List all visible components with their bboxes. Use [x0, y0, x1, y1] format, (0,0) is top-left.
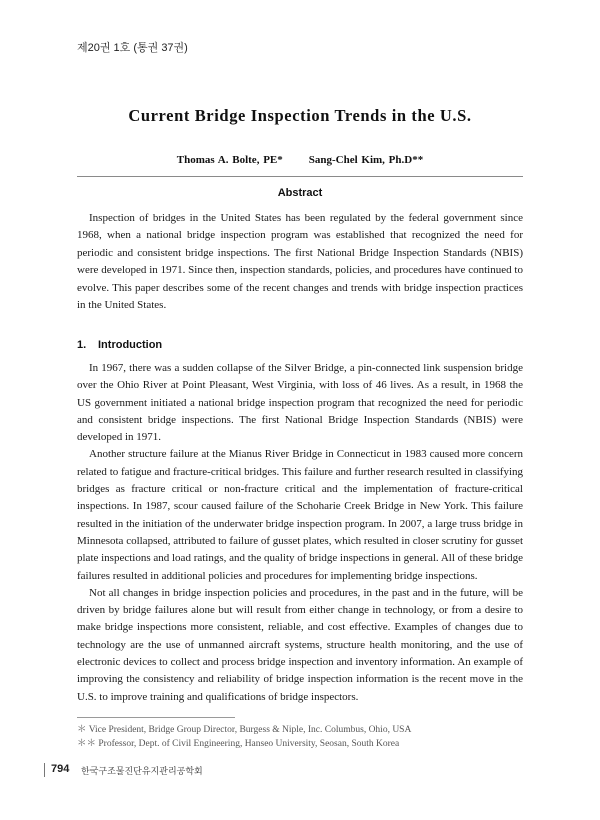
- paper-title: Current Bridge Inspection Trends in the U.S.: [128, 106, 472, 125]
- footnote-1: ＊ Vice President, Bridge Group Director, Burgess & Niple, Inc. Columbus, Ohio, USA: [77, 725, 412, 735]
- section-number: 1.: [77, 339, 87, 351]
- abstract-heading: Abstract: [277, 187, 323, 199]
- author-1: Thomas A. Bolte, PE*: [176, 154, 283, 166]
- section-title: Introduction: [98, 339, 163, 351]
- journal-name: 한국구조물진단유지관리공학회: [81, 766, 203, 776]
- intro-paragraph-2: Another structure failure at the Mianus River Bridge in Connecticut in 1983 caused more concern related to fatigue and fracture-critical bridges. This failure and further research resulted in classifying bridges as fracture critical or non-fracture critical and the implementation of fracture-critical inspections. In 1987, scour caused failure of the Schoharie Creek Bridge in New York. This failure resulted in the initiation of the underwater bridge inspection program. In 2007, a large truss bridge in Minnesota collapsed, attributed to failure of gusset plates, which resulted in closer scrutiny for gusset plate inspections and load ratings, and the quality of bridge inspections in general. All of these bridge failures resulted in additional policies and procedures for implementing bridge inspections.: [77, 448, 523, 582]
- author-2: Sang-Chel Kim, Ph.D**: [308, 154, 424, 166]
- page-number-bar: [44, 763, 45, 777]
- footnote-divider: [77, 717, 235, 718]
- author-line: [0, 154, 600, 166]
- intro-paragraph-1: In 1967, there was a sudden collapse of the Silver Bridge, a pin-connected link suspension bridge over the Ohio River at Point Pleasant, West Virginia, with loss of 46 lives. As a result, in 1968 the US government initiated a national bridge inspection program that recognized the need for periodic and consistent bridge inspections. The first National Bridge Inspection Standards (NBIS) were developed in 1971.: [77, 362, 523, 444]
- title-divider: [77, 176, 523, 177]
- abstract-text: Inspection of bridges in the United States has been regulated by the federal government since 1968, when a national bridge inspection program was established that recognized the need for periodic and consistent bridge inspections. The first National Bridge Inspection Standards (NBIS) were developed in 1971. Since then, inspection standards, policies, and procedures have continued to evolve. This paper describes some of the recent changes and trends with bridge inspection practices in the United States.: [77, 212, 523, 312]
- section-heading-introduction: [77, 339, 162, 351]
- page-number: 794: [51, 763, 70, 775]
- footnote-2: ＊＊ Professor, Dept. of Civil Engineering, Hanseo University, Seosan, South Korea: [77, 738, 400, 749]
- introduction-body: [77, 360, 523, 706]
- footnotes: [77, 724, 523, 751]
- intro-paragraph-3: Not all changes in bridge inspection policies and procedures, in the past and in the future, will be driven by bridge failures alone but will result from either change in technology, or from a desire to make bridge inspections more consistent, reliable, and cost effective. Examples of changes due to technology are the use of unmanned aircraft systems, structure health monitoring, and the use of electronic devices to collect and process bridge inspection and inventory information. An example of improving the consistency and reliability of bridge inspection information is the recent move in the U.S. to improve training and qualifications of bridge inspectors.: [77, 586, 523, 703]
- volume-reference: 제20권 1호 (통권 37권): [77, 42, 188, 54]
